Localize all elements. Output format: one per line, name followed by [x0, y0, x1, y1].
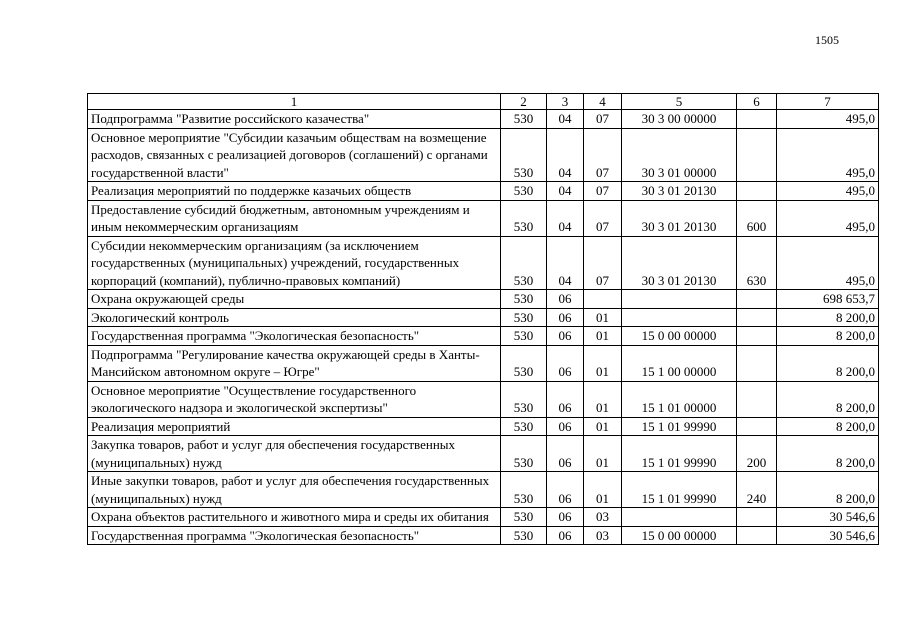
cell-name: Реализация мероприятий по поддержке казачьих обществ	[88, 182, 501, 201]
table-row	[88, 200, 879, 236]
cell-amount: 698 653,7	[777, 290, 879, 309]
cell-amount: 495,0	[777, 182, 879, 201]
cell-section: 06	[547, 472, 584, 508]
header-cell: 7	[777, 94, 879, 110]
cell-target-article: 15 1 00 00000	[622, 345, 737, 381]
cell-amount: 8 200,0	[777, 472, 879, 508]
table-row	[88, 526, 879, 545]
cell-subsection: 03	[584, 508, 622, 527]
page-number: 1505	[815, 33, 839, 47]
cell-admin-code: 530	[501, 526, 547, 545]
cell-name: Экологический контроль	[88, 308, 501, 327]
cell-name: Государственная программа "Экологическая безопасность"	[88, 526, 501, 545]
cell-target-article: 30 3 01 00000	[622, 128, 737, 182]
cell-target-article: 15 1 01 99990	[622, 417, 737, 436]
cell-subsection: 01	[584, 381, 622, 417]
cell-amount: 8 200,0	[777, 345, 879, 381]
cell-target-article: 30 3 00 00000	[622, 110, 737, 129]
cell-target-article	[622, 308, 737, 327]
cell-subsection: 03	[584, 526, 622, 545]
header-cell: 5	[622, 94, 737, 110]
cell-section: 04	[547, 128, 584, 182]
cell-expense-type	[737, 182, 777, 201]
cell-admin-code: 530	[501, 236, 547, 290]
cell-subsection: 01	[584, 417, 622, 436]
cell-name: Предоставление субсидий бюджетным, автономным учреждениям и иным некоммерческим организациям	[88, 200, 501, 236]
cell-amount: 8 200,0	[777, 308, 879, 327]
cell-name: Подпрограмма "Развитие российского казачества"	[88, 110, 501, 129]
cell-amount: 30 546,6	[777, 508, 879, 527]
cell-section: 04	[547, 200, 584, 236]
cell-admin-code: 530	[501, 436, 547, 472]
cell-name: Субсидии некоммерческим организациям (за исключением государственных (муниципальных) учреждений, государственных корпораций (компаний), публично-правовых компаний)	[88, 236, 501, 290]
cell-target-article: 15 1 01 99990	[622, 436, 737, 472]
cell-expense-type: 200	[737, 436, 777, 472]
cell-expense-type: 600	[737, 200, 777, 236]
cell-expense-type	[737, 526, 777, 545]
cell-subsection: 07	[584, 110, 622, 129]
cell-subsection	[584, 290, 622, 309]
cell-expense-type	[737, 128, 777, 182]
cell-expense-type	[737, 417, 777, 436]
cell-admin-code: 530	[501, 345, 547, 381]
cell-subsection: 01	[584, 345, 622, 381]
cell-amount: 495,0	[777, 200, 879, 236]
cell-target-article: 15 1 01 99990	[622, 472, 737, 508]
header-cell: 1	[88, 94, 501, 110]
cell-expense-type	[737, 508, 777, 527]
cell-section: 06	[547, 436, 584, 472]
cell-subsection: 07	[584, 128, 622, 182]
table-row	[88, 290, 879, 309]
cell-expense-type	[737, 308, 777, 327]
cell-target-article: 30 3 01 20130	[622, 182, 737, 201]
table-row	[88, 110, 879, 129]
cell-target-article	[622, 290, 737, 309]
cell-subsection: 07	[584, 182, 622, 201]
cell-expense-type	[737, 290, 777, 309]
cell-section: 06	[547, 327, 584, 346]
cell-amount: 8 200,0	[777, 436, 879, 472]
table-header-row	[88, 94, 879, 110]
header-cell: 3	[547, 94, 584, 110]
cell-admin-code: 530	[501, 472, 547, 508]
cell-target-article: 30 3 01 20130	[622, 236, 737, 290]
table-row	[88, 508, 879, 527]
cell-name: Реализация мероприятий	[88, 417, 501, 436]
cell-expense-type: 240	[737, 472, 777, 508]
cell-subsection: 01	[584, 327, 622, 346]
header-cell: 6	[737, 94, 777, 110]
cell-target-article: 15 1 01 00000	[622, 381, 737, 417]
cell-admin-code: 530	[501, 128, 547, 182]
cell-expense-type	[737, 345, 777, 381]
cell-expense-type: 630	[737, 236, 777, 290]
cell-section: 04	[547, 110, 584, 129]
cell-target-article	[622, 508, 737, 527]
cell-target-article: 30 3 01 20130	[622, 200, 737, 236]
cell-name: Основное мероприятие "Осуществление государственного экологического надзора и экологической экспертизы"	[88, 381, 501, 417]
table-row	[88, 128, 879, 182]
cell-admin-code: 530	[501, 381, 547, 417]
table-row	[88, 381, 879, 417]
budget-table	[87, 93, 879, 545]
table-row	[88, 327, 879, 346]
table-row	[88, 436, 879, 472]
cell-subsection: 07	[584, 200, 622, 236]
cell-section: 04	[547, 182, 584, 201]
cell-section: 06	[547, 308, 584, 327]
cell-admin-code: 530	[501, 182, 547, 201]
cell-amount: 495,0	[777, 128, 879, 182]
cell-section: 04	[547, 236, 584, 290]
cell-name: Охрана объектов растительного и животного мира и среды их обитания	[88, 508, 501, 527]
cell-name: Государственная программа "Экологическая безопасность"	[88, 327, 501, 346]
cell-name: Основное мероприятие "Субсидии казачьим обществам на возмещение расходов, связанных с реализацией договоров (соглашений) с органами государственной власти"	[88, 128, 501, 182]
cell-section: 06	[547, 290, 584, 309]
cell-admin-code: 530	[501, 308, 547, 327]
cell-subsection: 01	[584, 308, 622, 327]
cell-section: 06	[547, 508, 584, 527]
table-row	[88, 182, 879, 201]
cell-amount: 8 200,0	[777, 381, 879, 417]
cell-name: Охрана окружающей среды	[88, 290, 501, 309]
cell-name: Закупка товаров, работ и услуг для обеспечения государственных (муниципальных) нужд	[88, 436, 501, 472]
table-row	[88, 417, 879, 436]
cell-admin-code: 530	[501, 110, 547, 129]
cell-amount: 8 200,0	[777, 327, 879, 346]
cell-name: Подпрограмма "Регулирование качества окружающей среды в Ханты-Мансийском автономном округе – Югре"	[88, 345, 501, 381]
table-row	[88, 345, 879, 381]
cell-target-article: 15 0 00 00000	[622, 526, 737, 545]
cell-expense-type	[737, 327, 777, 346]
cell-expense-type	[737, 110, 777, 129]
cell-subsection: 07	[584, 236, 622, 290]
cell-section: 06	[547, 381, 584, 417]
table-row	[88, 472, 879, 508]
cell-admin-code: 530	[501, 417, 547, 436]
cell-section: 06	[547, 345, 584, 381]
header-cell: 2	[501, 94, 547, 110]
header-cell: 4	[584, 94, 622, 110]
cell-admin-code: 530	[501, 290, 547, 309]
cell-admin-code: 530	[501, 200, 547, 236]
cell-target-article: 15 0 00 00000	[622, 327, 737, 346]
cell-subsection: 01	[584, 436, 622, 472]
cell-section: 06	[547, 417, 584, 436]
table-row	[88, 308, 879, 327]
cell-section: 06	[547, 526, 584, 545]
cell-name: Иные закупки товаров, работ и услуг для обеспечения государственных (муниципальных) нужд	[88, 472, 501, 508]
cell-expense-type	[737, 381, 777, 417]
cell-admin-code: 530	[501, 508, 547, 527]
cell-amount: 8 200,0	[777, 417, 879, 436]
cell-amount: 495,0	[777, 236, 879, 290]
table-row	[88, 236, 879, 290]
cell-amount: 495,0	[777, 110, 879, 129]
cell-amount: 30 546,6	[777, 526, 879, 545]
cell-subsection: 01	[584, 472, 622, 508]
cell-admin-code: 530	[501, 327, 547, 346]
